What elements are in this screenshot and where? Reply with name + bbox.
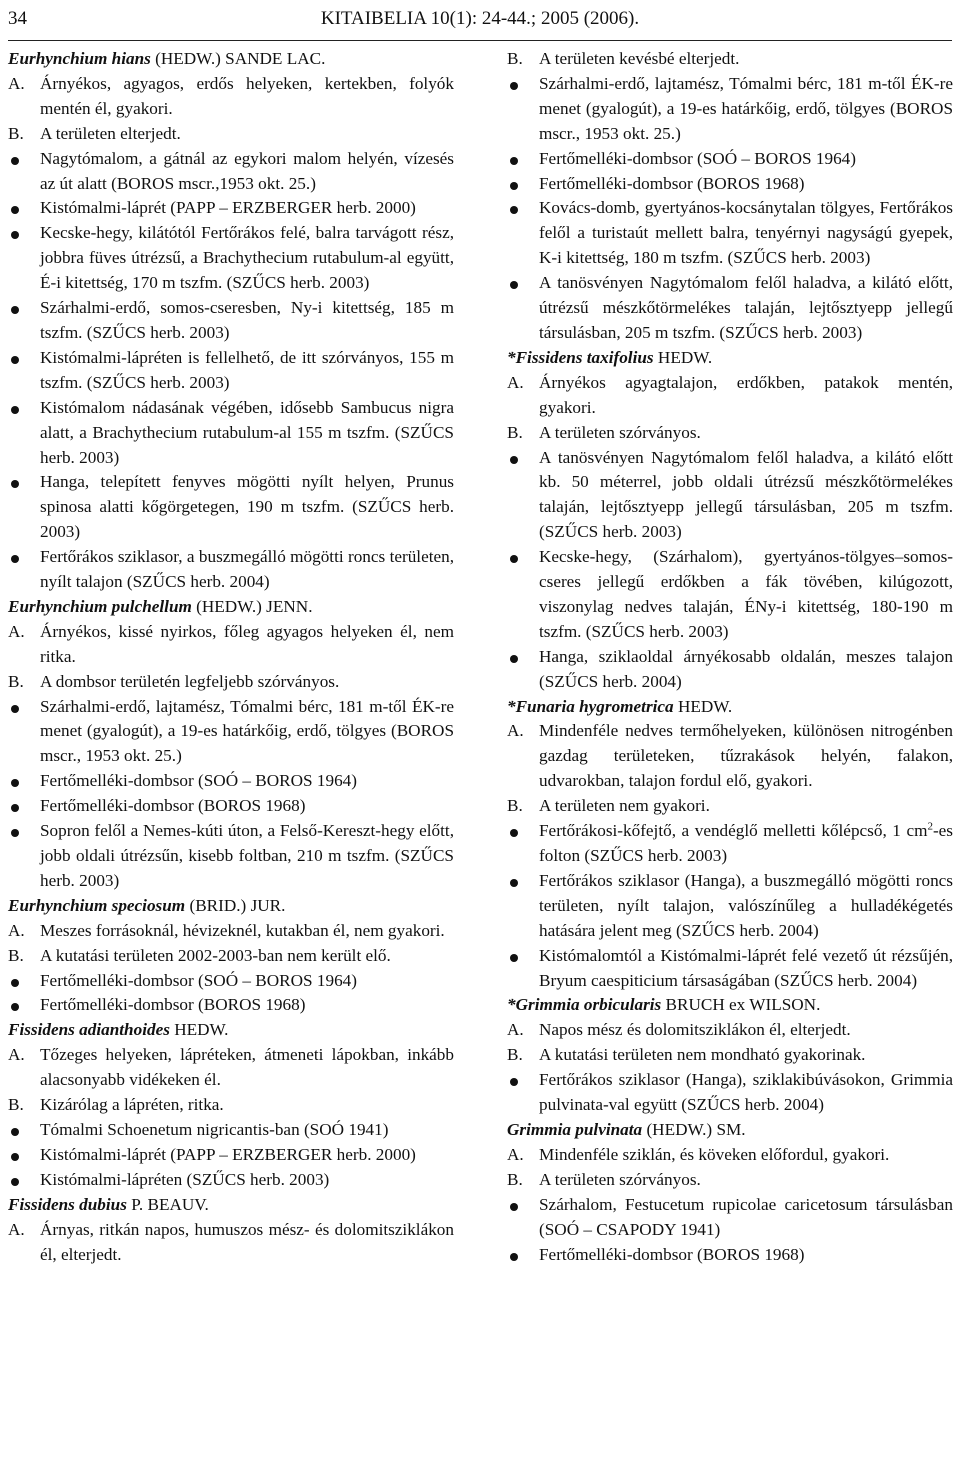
note-text: A dombsor területén legfeljebb szórványos. [40, 671, 340, 691]
note-text: Mindenféle sziklán, és köveken előfordul, gyakori. [539, 1144, 890, 1164]
locality-item [8, 545, 454, 595]
locality-item [507, 271, 953, 346]
bullet-icon [510, 829, 518, 837]
bullet-icon [510, 82, 518, 90]
locality-text: Szárhalmi-erdő, somos-cseresben, Ny-i kitettség, 185 m tszfm. (SZŰCS herb. 2003) [40, 298, 454, 342]
bullet-icon [510, 879, 518, 887]
bullet-icon [11, 804, 19, 812]
note-letter: B. [507, 422, 523, 442]
habitat-note [507, 794, 953, 819]
species-heading [8, 894, 454, 919]
habitat-note [8, 72, 454, 122]
locality-item [8, 221, 454, 296]
note-letter: A. [8, 920, 25, 940]
bullet-icon [510, 182, 518, 190]
bullet-icon [11, 231, 19, 239]
bullet-icon [11, 979, 19, 987]
bullet-icon [11, 206, 19, 214]
locality-item [507, 645, 953, 695]
note-letter: B. [8, 123, 24, 143]
locality-text: Fertőmelléki-dombsor (BOROS 1968) [539, 1244, 805, 1264]
locality-item [8, 794, 454, 819]
locality-text: Sopron felől a Nemes-kúti úton, a Felső-Kereszt-hegy előtt, jobb oldali útrézsűn, kisebb foltban, 210 m tszfm. (SZŰCS herb. 2003) [40, 821, 454, 890]
habitat-note [507, 1043, 953, 1068]
species-heading [8, 1018, 454, 1043]
note-text: A területen elterjedt. [40, 123, 181, 143]
species-name: *Grimmia orbicularis [507, 995, 662, 1015]
note-letter: A. [507, 1144, 524, 1164]
locality-item [507, 869, 953, 944]
locality-item [8, 296, 454, 346]
species-heading [507, 993, 953, 1018]
species-name: *Fissidens taxifolius [507, 347, 654, 367]
habitat-note [507, 719, 953, 794]
locality-text: Fertőmelléki-dombsor (SOÓ – BOROS 1964) [40, 771, 358, 791]
species-heading [507, 1118, 953, 1143]
note-text: Mindenféle nedves termőhelyeken, különösen nitrogénben gazdag területeken, tűzrakások helyén, falakon, udvarokban, talajon fordul elő, gyakori. [539, 721, 953, 791]
locality-item [507, 1193, 953, 1243]
species-author: (BRID.) JUR. [185, 895, 286, 915]
note-letter: B. [507, 1169, 523, 1189]
species-name: Eurhynchium hians [8, 49, 151, 68]
note-text: Kizárólag a lápréten, ritka. [40, 1095, 224, 1115]
locality-text: A tanösvényen Nagytómalom felől haladva, a kilátó előtt, útrézsű mészkőtörmelékes talaján, lejtősztyepp jellegű társulásban, 205 m tszfm. (SZŰCS herb. 2003) [539, 273, 953, 342]
bullet-icon [11, 829, 19, 837]
habitat-note [507, 1168, 953, 1193]
bullet-icon [11, 157, 19, 165]
locality-item [8, 1143, 454, 1168]
locality-item [507, 545, 953, 645]
species-heading [8, 1193, 454, 1218]
species-author: (HEDW.) SM. [642, 1119, 746, 1139]
bullet-icon [510, 1203, 518, 1211]
habitat-note [8, 944, 454, 969]
note-letter: B. [8, 945, 24, 965]
species-name: Eurhynchium speciosum [8, 895, 186, 915]
habitat-note [8, 1093, 454, 1118]
note-letter: B. [507, 1045, 523, 1065]
locality-item [507, 446, 953, 546]
habitat-note [507, 371, 953, 421]
bullet-icon [11, 779, 19, 787]
species-name: Fissidens adianthoides [8, 1020, 170, 1040]
locality-text: Szárhalmi-erdő, lajtamész, Tómalmi bérc, 181 m-től ÉK-re menet (gyalogút), a 19-es határkőig, erdő, tölgyes (BOROS mscr., 1953 okt. 25.) [40, 696, 454, 766]
note-letter: A. [8, 1219, 25, 1239]
bullet-icon [11, 1178, 19, 1186]
locality-text: Hanga, telepített fenyves mögötti nyílt helyen, Prunus spinosa alatti kőgörgetegen, 190 m tszfm. (SZŰCS herb. 2003) [40, 472, 454, 542]
bullet-icon [510, 206, 518, 214]
note-text: A kutatási területen 2002-2003-ban nem került elő. [40, 945, 391, 965]
locality-item [507, 196, 953, 271]
locality-text: Kistómalomtól a Kistómalmi-láprét felé vezető út rézsűjén, Bryum caespiticium társaságában (SZŰCS herb. 2004) [539, 945, 953, 990]
note-text: Árnyas, ritkán napos, humuszos mész- és dolomitsziklákon él, elterjedt. [40, 1219, 454, 1264]
locality-item [8, 819, 454, 894]
species-author: HEDW. [673, 696, 733, 716]
locality-item [8, 396, 454, 471]
locality-item [507, 172, 953, 197]
note-text: Árnyékos, agyagos, erdős helyeken, kertekben, folyók mentén él, gyakori. [40, 73, 454, 118]
note-letter: B. [507, 49, 523, 68]
habitat-note [507, 421, 953, 446]
bullet-icon [510, 555, 518, 563]
species-author: BRUCH ex WILSON. [661, 995, 821, 1015]
habitat-note [8, 919, 454, 944]
note-text: Árnyékos agyagtalajon, erdőkben, patakok mentén, gyakori. [539, 372, 953, 417]
locality-item [507, 1243, 953, 1268]
species-author: HEDW. [169, 1020, 229, 1040]
note-text: A területen kevésbé elterjedt. [539, 49, 740, 68]
locality-item [507, 819, 953, 869]
note-letter: A. [8, 73, 25, 93]
bullet-icon [510, 157, 518, 165]
bullet-icon [510, 954, 518, 962]
locality-item [8, 1118, 454, 1143]
locality-text: Fertőrákos sziklasor, a buszmegálló mögötti roncs területen, nyílt talajon (SZŰCS herb. 2004) [40, 547, 454, 592]
note-letter: B. [8, 671, 24, 691]
species-author: (HEDW.) JENN. [191, 596, 313, 616]
bullet-icon [11, 406, 19, 414]
locality-text: Fertőmelléki-dombsor (BOROS 1968) [40, 995, 306, 1015]
bullet-icon [510, 456, 518, 464]
species-heading [507, 695, 953, 720]
locality-item [507, 72, 953, 147]
habitat-note [8, 620, 454, 670]
locality-item [8, 147, 454, 197]
bullet-icon [11, 555, 19, 563]
locality-item [8, 1168, 454, 1193]
locality-text: Kovács-domb, gyertyános-kocsánytalan tölgyes, Fertőrákos felől a turistaút mellett balra, tenyérnyi nagyságú gyepek, K-i kitettség, 180 m tszfm. (SZŰCS herb. 2003) [539, 198, 953, 268]
note-text: Tőzeges helyeken, lápréteken, átmeneti lápokban, inkább alacsonyabb vidékeken él. [40, 1045, 454, 1090]
note-letter: B. [8, 1095, 24, 1115]
bullet-icon [510, 1253, 518, 1261]
locality-text: Fertőrákos sziklasor (Hanga), a buszmegálló mögötti roncs területen, nyílt talajon, valószínűleg a hulladékégetés hatására jelent meg (SZŰCS herb. 2004) [539, 870, 953, 940]
note-letter: B. [507, 796, 523, 816]
bullet-icon [11, 306, 19, 314]
right-column [507, 47, 953, 1267]
note-letter: A. [8, 1045, 25, 1065]
locality-text: Fertőrákos sziklasor (Hanga), sziklakibúvásokon, Grimmia pulvinata-val együtt (SZŰCS herb. 2004) [539, 1070, 953, 1115]
bullet-icon [11, 356, 19, 364]
note-letter: A. [507, 1020, 524, 1040]
locality-item [8, 196, 454, 221]
species-heading [8, 595, 454, 620]
species-name: *Funaria hygrometrica [507, 696, 674, 716]
note-letter: A. [507, 372, 524, 392]
journal-citation: KITAIBELIA 10(1): 24-44.; 2005 (2006). [320, 8, 640, 29]
note-text: A területen szórványos. [539, 1169, 701, 1189]
locality-item [8, 695, 454, 770]
habitat-note [507, 1143, 953, 1168]
habitat-note [8, 1218, 454, 1268]
bullet-icon [11, 1003, 19, 1011]
note-letter: A. [8, 621, 25, 641]
locality-text: Kecske-hegy, kilátótól Fertőrákos felé, balra tarvágott rész, jobbra füves útrézsű, a Brachythecium rutabulum-al együtt, É-i kitettség, 170 m tszfm. (SZŰCS herb. 2003) [40, 223, 454, 293]
page-number: 34 [8, 8, 27, 29]
note-text: Napos mész és dolomitsziklákon él, elterjedt. [539, 1020, 851, 1040]
species-heading [507, 346, 953, 371]
species-author: HEDW. [653, 347, 713, 367]
bullet-icon [11, 480, 19, 488]
habitat-note [8, 670, 454, 695]
locality-item [507, 1068, 953, 1118]
locality-text: Fertőmelléki-dombsor (BOROS 1968) [539, 173, 805, 193]
superscript: 2 [927, 820, 933, 833]
locality-text: Kistómalom nádasának végében, idősebb Sambucus nigra alatt, a Brachythecium rutabulum-al 155 m tszfm. (SZŰCS herb. 2003) [40, 397, 454, 467]
habitat-note [507, 47, 953, 72]
left-column [8, 47, 454, 1267]
bullet-icon [510, 655, 518, 663]
locality-text: Szárhalmi-erdő, lajtamész, Tómalmi bérc, 181 m-től ÉK-re menet (gyalogút), a 19-es határkőig, erdő, tölgyes (BOROS mscr., 1953 okt. 25.) [539, 73, 953, 143]
note-text: Árnyékos, kissé nyirkos, főleg agyagos helyeken él, nem ritka. [40, 621, 454, 666]
locality-text: Fertőmelléki-dombsor (BOROS 1968) [40, 796, 306, 816]
locality-text-cont: -es folton (SZŰCS herb. 2003) [539, 821, 953, 865]
locality-item [8, 993, 454, 1018]
note-letter: A. [507, 721, 524, 741]
locality-text: Fertőrákosi-kőfejtő, a vendéglő melletti kőlépcső, 1 cm [539, 821, 928, 841]
locality-item [507, 944, 953, 994]
locality-text: Fertőmelléki-dombsor (SOÓ – BOROS 1964) [40, 970, 358, 990]
species-author: (HEDW.) SANDE LAC. [150, 49, 326, 68]
locality-text: Szárhalom, Festucetum rupicolae caricetosum társulásban (SOÓ – CSAPODY 1941) [539, 1194, 953, 1239]
habitat-note [8, 1043, 454, 1093]
locality-text: Hanga, sziklaoldal árnyékosabb oldalán, meszes talajon (SZŰCS herb. 2004) [539, 646, 953, 691]
locality-text: Kistómalmi-lápréten (SZŰCS herb. 2003) [40, 1169, 330, 1189]
locality-item [8, 969, 454, 994]
locality-text: Nagytómalom, a gátnál az egykori malom helyén, vízesés az út alatt (BOROS mscr.,1953 okt. 25.) [40, 148, 454, 193]
locality-text: Kecske-hegy, (Szárhalom), gyertyános-tölgyes–somos-cseres jellegű erdőkben a fák tövében, kilúgozott, viszonylag nedves talaján, ÉNy-i kitettség, 180-190 m tszfm. (SZŰCS herb. 2003) [539, 547, 953, 641]
bullet-icon [510, 281, 518, 289]
habitat-note [8, 122, 454, 147]
locality-text: Fertőmelléki-dombsor (SOÓ – BOROS 1964) [539, 148, 857, 168]
locality-item [8, 470, 454, 545]
note-text: A kutatási területen nem mondható gyakorinak. [539, 1045, 866, 1065]
locality-text: Kistómalmi-láprét (PAPP – ERZBERGER herb. 2000) [40, 198, 416, 218]
bullet-icon [510, 1078, 518, 1086]
locality-item [507, 147, 953, 172]
locality-text: A tanösvényen Nagytómalom felől haladva, a kilátó előtt kb. 50 méterrel, jobb oldali útrézsű mészkőtörmelékes talaján, lejtősztyepp jellegű társulásban, 205 m tszfm. (SZŰCS herb. 2003) [539, 447, 953, 542]
note-text: A területen nem gyakori. [539, 796, 710, 816]
note-text: Meszes forrásoknál, hévizeknél, kutakban él, nem gyakori. [40, 920, 445, 940]
bullet-icon [11, 705, 19, 713]
running-header [8, 0, 952, 41]
species-name: Eurhynchium pulchellum [8, 596, 192, 616]
locality-text: Kistómalmi-lápréten is fellelhető, de itt szórványos, 155 m tszfm. (SZŰCS herb. 2003) [40, 347, 454, 392]
species-name: Fissidens dubius [8, 1194, 127, 1214]
locality-item [8, 346, 454, 396]
locality-text: Tómalmi Schoenetum nigricantis-ban (SOÓ 1941) [40, 1119, 389, 1139]
species-heading [8, 47, 454, 72]
bullet-icon [11, 1128, 19, 1136]
locality-item [8, 769, 454, 794]
species-author: P. BEAUV. [126, 1194, 209, 1214]
habitat-note [507, 1018, 953, 1043]
bullet-icon [11, 1153, 19, 1161]
locality-text: Kistómalmi-láprét (PAPP – ERZBERGER herb. 2000) [40, 1144, 416, 1164]
species-name: Grimmia pulvinata [507, 1119, 643, 1139]
note-text: A területen szórványos. [539, 422, 701, 442]
